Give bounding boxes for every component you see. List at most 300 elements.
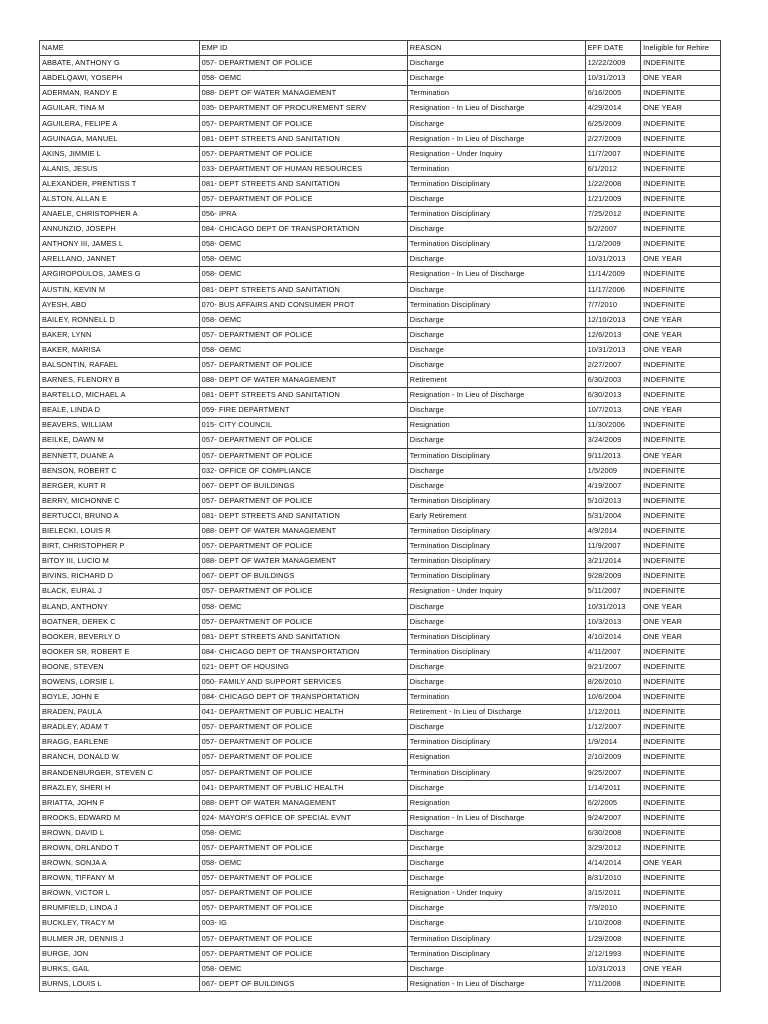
- cell-ineligible-for-rehire: INDEFINITE: [641, 886, 721, 901]
- cell-ineligible-for-rehire: INDEFINITE: [641, 524, 721, 539]
- cell-emp-id: 067- DEPT OF BUILDINGS: [199, 569, 407, 584]
- cell-eff-date: 11/9/2007: [585, 539, 641, 554]
- cell-reason: Termination Disciplinary: [407, 554, 585, 569]
- cell-reason: Discharge: [407, 674, 585, 689]
- cell-emp-id: 057- DEPARTMENT OF POLICE: [199, 493, 407, 508]
- cell-emp-id: 081- DEPT STREETS AND SANITATION: [199, 176, 407, 191]
- cell-eff-date: 7/25/2012: [585, 207, 641, 222]
- cell-eff-date: 10/31/2013: [585, 961, 641, 976]
- table-row: [40, 357, 721, 372]
- table-row: [40, 86, 721, 101]
- cell-name: BROWN, TIFFANY M: [40, 871, 200, 886]
- cell-reason: Discharge: [407, 312, 585, 327]
- cell-reason: Resignation: [407, 795, 585, 810]
- table-row: [40, 569, 721, 584]
- cell-reason: Discharge: [407, 327, 585, 342]
- cell-emp-id: 088- DEPT OF WATER MANAGEMENT: [199, 86, 407, 101]
- cell-ineligible-for-rehire: INDEFINITE: [641, 237, 721, 252]
- cell-ineligible-for-rehire: INDEFINITE: [641, 871, 721, 886]
- cell-reason: Termination: [407, 690, 585, 705]
- cell-eff-date: 7/9/2010: [585, 901, 641, 916]
- cell-reason: Resignation - In Lieu of Discharge: [407, 976, 585, 991]
- table-row: [40, 916, 721, 931]
- table-row: [40, 433, 721, 448]
- cell-ineligible-for-rehire: INDEFINITE: [641, 901, 721, 916]
- cell-ineligible-for-rehire: INDEFINITE: [641, 840, 721, 855]
- cell-reason: Termination Disciplinary: [407, 931, 585, 946]
- cell-ineligible-for-rehire: ONE YEAR: [641, 629, 721, 644]
- cell-name: AYESH, ABD: [40, 297, 200, 312]
- cell-reason: Resignation - Under Inquiry: [407, 886, 585, 901]
- cell-name: BARNES, FLENORY B: [40, 373, 200, 388]
- cell-name: BAKER, MARISA: [40, 342, 200, 357]
- cell-ineligible-for-rehire: INDEFINITE: [641, 267, 721, 282]
- table-row: [40, 207, 721, 222]
- cell-reason: Termination Disciplinary: [407, 569, 585, 584]
- table-row: [40, 297, 721, 312]
- cell-ineligible-for-rehire: INDEFINITE: [641, 690, 721, 705]
- cell-eff-date: 11/2/2009: [585, 237, 641, 252]
- table-row: [40, 946, 721, 961]
- table-row: [40, 131, 721, 146]
- cell-ineligible-for-rehire: INDEFINITE: [641, 569, 721, 584]
- table-row: [40, 629, 721, 644]
- table-row: [40, 599, 721, 614]
- table-row: [40, 388, 721, 403]
- cell-ineligible-for-rehire: INDEFINITE: [641, 644, 721, 659]
- cell-reason: Resignation - Under Inquiry: [407, 146, 585, 161]
- cell-emp-id: 057- DEPARTMENT OF POLICE: [199, 584, 407, 599]
- cell-ineligible-for-rehire: ONE YEAR: [641, 403, 721, 418]
- cell-eff-date: 4/9/2014: [585, 524, 641, 539]
- cell-reason: Discharge: [407, 403, 585, 418]
- cell-eff-date: 6/30/2003: [585, 373, 641, 388]
- cell-name: BERRY, MICHONNE C: [40, 493, 200, 508]
- table-row: [40, 931, 721, 946]
- cell-eff-date: 10/7/2013: [585, 403, 641, 418]
- cell-reason: Resignation - In Lieu of Discharge: [407, 267, 585, 282]
- cell-eff-date: 6/25/2009: [585, 116, 641, 131]
- cell-eff-date: 3/15/2011: [585, 886, 641, 901]
- cell-ineligible-for-rehire: INDEFINITE: [641, 146, 721, 161]
- cell-emp-id: 081- DEPT STREETS AND SANITATION: [199, 282, 407, 297]
- cell-name: BENSON, ROBERT C: [40, 463, 200, 478]
- table-row: [40, 312, 721, 327]
- cell-eff-date: 3/24/2009: [585, 433, 641, 448]
- cell-name: BLAND, ANTHONY: [40, 599, 200, 614]
- cell-reason: Termination Disciplinary: [407, 297, 585, 312]
- cell-emp-id: 058- OEMC: [199, 312, 407, 327]
- cell-emp-id: 035- DEPARTMENT OF PROCUREMENT SERV: [199, 101, 407, 116]
- cell-name: BIVINS, RICHARD D: [40, 569, 200, 584]
- cell-name: ADERMAN, RANDY E: [40, 86, 200, 101]
- cell-emp-id: 032- OFFICE OF COMPLIANCE: [199, 463, 407, 478]
- cell-reason: Discharge: [407, 780, 585, 795]
- cell-ineligible-for-rehire: ONE YEAR: [641, 614, 721, 629]
- cell-reason: Termination: [407, 161, 585, 176]
- cell-name: ALSTON, ALLAN E: [40, 191, 200, 206]
- cell-reason: Termination Disciplinary: [407, 493, 585, 508]
- cell-name: BROWN, VICTOR L: [40, 886, 200, 901]
- cell-reason: Discharge: [407, 191, 585, 206]
- cell-ineligible-for-rehire: INDEFINITE: [641, 674, 721, 689]
- cell-name: BOOKER, BEVERLY D: [40, 629, 200, 644]
- cell-eff-date: 6/2/2005: [585, 795, 641, 810]
- cell-name: BRIATTA, JOHN F: [40, 795, 200, 810]
- cell-reason: Discharge: [407, 71, 585, 86]
- table-row: [40, 825, 721, 840]
- cell-reason: Discharge: [407, 825, 585, 840]
- cell-ineligible-for-rehire: INDEFINITE: [641, 554, 721, 569]
- header-eff-date: EFF DATE: [585, 41, 641, 56]
- cell-eff-date: 1/5/2009: [585, 463, 641, 478]
- cell-eff-date: 4/29/2014: [585, 101, 641, 116]
- cell-name: AKINS, JIMMIE L: [40, 146, 200, 161]
- cell-name: BOATNER, DEREK C: [40, 614, 200, 629]
- cell-eff-date: 8/26/2010: [585, 674, 641, 689]
- cell-reason: Discharge: [407, 282, 585, 297]
- cell-eff-date: 10/31/2013: [585, 71, 641, 86]
- cell-ineligible-for-rehire: INDEFINITE: [641, 659, 721, 674]
- cell-name: BROWN, SONJA A: [40, 856, 200, 871]
- cell-ineligible-for-rehire: INDEFINITE: [641, 357, 721, 372]
- cell-name: BROWN, ORLANDO T: [40, 840, 200, 855]
- cell-reason: Resignation - In Lieu of Discharge: [407, 131, 585, 146]
- cell-emp-id: 084- CHICAGO DEPT OF TRANSPORTATION: [199, 690, 407, 705]
- cell-name: BIELECKI, LOUIS R: [40, 524, 200, 539]
- cell-reason: Resignation: [407, 418, 585, 433]
- cell-emp-id: 057- DEPARTMENT OF POLICE: [199, 901, 407, 916]
- cell-name: ABDELQAWI, YOSEPH: [40, 71, 200, 86]
- header-row: [40, 41, 721, 56]
- cell-reason: Termination Disciplinary: [407, 448, 585, 463]
- cell-eff-date: 1/29/2008: [585, 931, 641, 946]
- cell-name: BAKER, LYNN: [40, 327, 200, 342]
- cell-eff-date: 9/11/2013: [585, 448, 641, 463]
- table-row: [40, 976, 721, 991]
- cell-eff-date: 4/11/2007: [585, 644, 641, 659]
- cell-ineligible-for-rehire: INDEFINITE: [641, 161, 721, 176]
- cell-emp-id: 058- OEMC: [199, 825, 407, 840]
- cell-eff-date: 11/7/2007: [585, 146, 641, 161]
- cell-emp-id: 058- OEMC: [199, 342, 407, 357]
- cell-name: BRADEN, PAULA: [40, 705, 200, 720]
- cell-name: BEAVERS, WILLIAM: [40, 418, 200, 433]
- cell-eff-date: 7/7/2010: [585, 297, 641, 312]
- cell-emp-id: 058- OEMC: [199, 856, 407, 871]
- cell-reason: Termination Disciplinary: [407, 176, 585, 191]
- cell-emp-id: 050- FAMILY AND SUPPORT SERVICES: [199, 674, 407, 689]
- cell-emp-id: 081- DEPT STREETS AND SANITATION: [199, 508, 407, 523]
- cell-eff-date: 2/10/2009: [585, 750, 641, 765]
- cell-reason: Resignation - In Lieu of Discharge: [407, 388, 585, 403]
- cell-emp-id: 088- DEPT OF WATER MANAGEMENT: [199, 524, 407, 539]
- cell-emp-id: 058- OEMC: [199, 267, 407, 282]
- table-row: [40, 71, 721, 86]
- table-row: [40, 840, 721, 855]
- cell-reason: Discharge: [407, 56, 585, 71]
- cell-emp-id: 081- DEPT STREETS AND SANITATION: [199, 629, 407, 644]
- cell-ineligible-for-rehire: INDEFINITE: [641, 116, 721, 131]
- cell-reason: Discharge: [407, 916, 585, 931]
- table-row: [40, 56, 721, 71]
- cell-name: BLACK, EURAL J: [40, 584, 200, 599]
- cell-reason: Termination Disciplinary: [407, 735, 585, 750]
- cell-eff-date: 6/30/2013: [585, 388, 641, 403]
- cell-eff-date: 4/10/2014: [585, 629, 641, 644]
- table-row: [40, 524, 721, 539]
- cell-emp-id: 088- DEPT OF WATER MANAGEMENT: [199, 373, 407, 388]
- cell-ineligible-for-rehire: INDEFINITE: [641, 825, 721, 840]
- cell-ineligible-for-rehire: INDEFINITE: [641, 463, 721, 478]
- cell-eff-date: 2/12/1993: [585, 946, 641, 961]
- cell-ineligible-for-rehire: INDEFINITE: [641, 478, 721, 493]
- table-row: [40, 161, 721, 176]
- cell-reason: Discharge: [407, 478, 585, 493]
- cell-eff-date: 6/30/2008: [585, 825, 641, 840]
- table-row: [40, 810, 721, 825]
- cell-ineligible-for-rehire: INDEFINITE: [641, 795, 721, 810]
- cell-reason: Discharge: [407, 599, 585, 614]
- cell-ineligible-for-rehire: ONE YEAR: [641, 327, 721, 342]
- cell-name: ANNUNZIO, JOSEPH: [40, 222, 200, 237]
- table-row: [40, 795, 721, 810]
- cell-eff-date: 3/21/2014: [585, 554, 641, 569]
- cell-ineligible-for-rehire: ONE YEAR: [641, 252, 721, 267]
- cell-emp-id: 057- DEPARTMENT OF POLICE: [199, 146, 407, 161]
- cell-emp-id: 058- OEMC: [199, 599, 407, 614]
- cell-reason: Discharge: [407, 961, 585, 976]
- cell-ineligible-for-rehire: INDEFINITE: [641, 705, 721, 720]
- cell-eff-date: 5/10/2013: [585, 493, 641, 508]
- cell-name: BOOKER SR, ROBERT E: [40, 644, 200, 659]
- cell-name: BURKS, GAIL: [40, 961, 200, 976]
- cell-emp-id: 084- CHICAGO DEPT OF TRANSPORTATION: [199, 222, 407, 237]
- cell-ineligible-for-rehire: INDEFINITE: [641, 176, 721, 191]
- cell-eff-date: 11/17/2006: [585, 282, 641, 297]
- cell-name: ANTHONY III, JAMES L: [40, 237, 200, 252]
- cell-ineligible-for-rehire: INDEFINITE: [641, 86, 721, 101]
- cell-eff-date: 10/3/2013: [585, 614, 641, 629]
- cell-reason: Resignation - In Lieu of Discharge: [407, 810, 585, 825]
- cell-reason: Resignation: [407, 750, 585, 765]
- cell-name: BOWENS, LORSIE L: [40, 674, 200, 689]
- cell-eff-date: 4/19/2007: [585, 478, 641, 493]
- table-row: [40, 886, 721, 901]
- cell-reason: Discharge: [407, 720, 585, 735]
- header-name: NAME: [40, 41, 200, 56]
- cell-ineligible-for-rehire: INDEFINITE: [641, 191, 721, 206]
- cell-emp-id: 058- OEMC: [199, 252, 407, 267]
- cell-name: ARELLANO, JANNET: [40, 252, 200, 267]
- cell-emp-id: 041- DEPARTMENT OF PUBLIC HEALTH: [199, 780, 407, 795]
- table-row: [40, 508, 721, 523]
- table-row: [40, 478, 721, 493]
- cell-name: ALEXANDER, PRENTISS T: [40, 176, 200, 191]
- cell-name: BIRT, CHRISTOPHER P: [40, 539, 200, 554]
- table-row: [40, 448, 721, 463]
- table-row: [40, 750, 721, 765]
- table-row: [40, 871, 721, 886]
- cell-eff-date: 1/14/2011: [585, 780, 641, 795]
- cell-ineligible-for-rehire: INDEFINITE: [641, 207, 721, 222]
- cell-ineligible-for-rehire: INDEFINITE: [641, 720, 721, 735]
- cell-ineligible-for-rehire: ONE YEAR: [641, 71, 721, 86]
- table-row: [40, 327, 721, 342]
- table-row: [40, 267, 721, 282]
- cell-name: AGUILAR, TINA M: [40, 101, 200, 116]
- cell-name: ARGIROPOULOS, JAMES G: [40, 267, 200, 282]
- cell-reason: Discharge: [407, 222, 585, 237]
- cell-emp-id: 058- OEMC: [199, 71, 407, 86]
- cell-reason: Termination Disciplinary: [407, 207, 585, 222]
- cell-name: BULMER JR, DENNIS J: [40, 931, 200, 946]
- cell-eff-date: 12/10/2013: [585, 312, 641, 327]
- cell-eff-date: 1/12/2011: [585, 705, 641, 720]
- cell-emp-id: 057- DEPARTMENT OF POLICE: [199, 931, 407, 946]
- cell-emp-id: 057- DEPARTMENT OF POLICE: [199, 886, 407, 901]
- cell-emp-id: 057- DEPARTMENT OF POLICE: [199, 946, 407, 961]
- cell-eff-date: 9/28/2009: [585, 569, 641, 584]
- cell-reason: Termination Disciplinary: [407, 539, 585, 554]
- cell-name: BRUMFIELD, LINDA J: [40, 901, 200, 916]
- cell-name: BROOKS, EDWARD M: [40, 810, 200, 825]
- cell-ineligible-for-rehire: INDEFINITE: [641, 222, 721, 237]
- cell-name: BENNETT, DUANE A: [40, 448, 200, 463]
- cell-eff-date: 7/11/2008: [585, 976, 641, 991]
- cell-eff-date: 1/12/2007: [585, 720, 641, 735]
- cell-reason: Termination Disciplinary: [407, 946, 585, 961]
- table-row: [40, 735, 721, 750]
- cell-name: BUCKLEY, TRACY M: [40, 916, 200, 931]
- cell-ineligible-for-rehire: ONE YEAR: [641, 101, 721, 116]
- cell-emp-id: 041- DEPARTMENT OF PUBLIC HEALTH: [199, 705, 407, 720]
- table-row: [40, 584, 721, 599]
- cell-ineligible-for-rehire: ONE YEAR: [641, 856, 721, 871]
- table-row: [40, 403, 721, 418]
- table-row: [40, 856, 721, 871]
- cell-emp-id: 057- DEPARTMENT OF POLICE: [199, 191, 407, 206]
- cell-emp-id: 057- DEPARTMENT OF POLICE: [199, 750, 407, 765]
- cell-emp-id: 081- DEPT STREETS AND SANITATION: [199, 131, 407, 146]
- table-row: [40, 282, 721, 297]
- cell-eff-date: 1/9/2014: [585, 735, 641, 750]
- cell-name: BRAGG, EARLENE: [40, 735, 200, 750]
- cell-reason: Discharge: [407, 659, 585, 674]
- cell-emp-id: 003- IG: [199, 916, 407, 931]
- cell-reason: Termination Disciplinary: [407, 237, 585, 252]
- cell-eff-date: 5/31/2004: [585, 508, 641, 523]
- cell-eff-date: 9/21/2007: [585, 659, 641, 674]
- table-row: [40, 705, 721, 720]
- cell-name: BOONE, STEVEN: [40, 659, 200, 674]
- cell-emp-id: 057- DEPARTMENT OF POLICE: [199, 765, 407, 780]
- cell-reason: Termination Disciplinary: [407, 765, 585, 780]
- table-row: [40, 191, 721, 206]
- table-row: [40, 539, 721, 554]
- cell-name: BERTUCCI, BRUNO A: [40, 508, 200, 523]
- cell-ineligible-for-rehire: INDEFINITE: [641, 916, 721, 931]
- cell-reason: Resignation - Under Inquiry: [407, 584, 585, 599]
- cell-eff-date: 6/16/2005: [585, 86, 641, 101]
- cell-eff-date: 6/1/2012: [585, 161, 641, 176]
- rehire-ineligibility-table: [39, 40, 721, 992]
- cell-emp-id: 059- FIRE DEPARTMENT: [199, 403, 407, 418]
- cell-reason: Termination Disciplinary: [407, 524, 585, 539]
- table-row: [40, 659, 721, 674]
- cell-ineligible-for-rehire: INDEFINITE: [641, 56, 721, 71]
- cell-name: BAILEY, RONNELL D: [40, 312, 200, 327]
- cell-reason: Early Retirement: [407, 508, 585, 523]
- cell-ineligible-for-rehire: INDEFINITE: [641, 297, 721, 312]
- table-row: [40, 237, 721, 252]
- cell-ineligible-for-rehire: ONE YEAR: [641, 599, 721, 614]
- cell-eff-date: 9/24/2007: [585, 810, 641, 825]
- cell-emp-id: 057- DEPARTMENT OF POLICE: [199, 539, 407, 554]
- table-row: [40, 614, 721, 629]
- cell-ineligible-for-rehire: ONE YEAR: [641, 448, 721, 463]
- cell-reason: Discharge: [407, 463, 585, 478]
- cell-reason: Resignation - In Lieu of Discharge: [407, 101, 585, 116]
- cell-reason: Discharge: [407, 116, 585, 131]
- cell-emp-id: 057- DEPARTMENT OF POLICE: [199, 720, 407, 735]
- header-emp-id: EMP ID: [199, 41, 407, 56]
- cell-ineligible-for-rehire: INDEFINITE: [641, 810, 721, 825]
- table-row: [40, 674, 721, 689]
- cell-reason: Discharge: [407, 856, 585, 871]
- table-row: [40, 252, 721, 267]
- cell-emp-id: 070- BUS AFFAIRS AND CONSUMER PROT: [199, 297, 407, 312]
- cell-eff-date: 1/21/2009: [585, 191, 641, 206]
- cell-emp-id: 057- DEPARTMENT OF POLICE: [199, 840, 407, 855]
- table-row: [40, 644, 721, 659]
- cell-ineligible-for-rehire: INDEFINITE: [641, 131, 721, 146]
- cell-reason: Retirement - In Lieu of Discharge: [407, 705, 585, 720]
- cell-emp-id: 057- DEPARTMENT OF POLICE: [199, 448, 407, 463]
- cell-ineligible-for-rehire: INDEFINITE: [641, 735, 721, 750]
- table-row: [40, 780, 721, 795]
- cell-eff-date: 5/11/2007: [585, 584, 641, 599]
- cell-name: BRADLEY, ADAM T: [40, 720, 200, 735]
- cell-name: AUSTIN, KEVIN M: [40, 282, 200, 297]
- cell-reason: Discharge: [407, 342, 585, 357]
- table-row: [40, 463, 721, 478]
- cell-ineligible-for-rehire: INDEFINITE: [641, 976, 721, 991]
- table-row: [40, 690, 721, 705]
- table-row: [40, 116, 721, 131]
- cell-ineligible-for-rehire: ONE YEAR: [641, 312, 721, 327]
- cell-name: BURNS, LOUIS L: [40, 976, 200, 991]
- cell-name: BARTELLO, MICHAEL A: [40, 388, 200, 403]
- cell-eff-date: 9/25/2007: [585, 765, 641, 780]
- cell-name: ALANIS, JESUS: [40, 161, 200, 176]
- cell-eff-date: 10/31/2013: [585, 342, 641, 357]
- cell-reason: Discharge: [407, 871, 585, 886]
- cell-eff-date: 12/22/2009: [585, 56, 641, 71]
- cell-emp-id: 057- DEPARTMENT OF POLICE: [199, 871, 407, 886]
- cell-ineligible-for-rehire: INDEFINITE: [641, 780, 721, 795]
- cell-emp-id: 088- DEPT OF WATER MANAGEMENT: [199, 554, 407, 569]
- cell-emp-id: 015- CITY COUNCIL: [199, 418, 407, 433]
- cell-reason: Discharge: [407, 840, 585, 855]
- cell-eff-date: 10/31/2013: [585, 599, 641, 614]
- table-row: [40, 146, 721, 161]
- table-row: [40, 222, 721, 237]
- cell-reason: Termination Disciplinary: [407, 644, 585, 659]
- cell-ineligible-for-rehire: ONE YEAR: [641, 961, 721, 976]
- cell-ineligible-for-rehire: INDEFINITE: [641, 493, 721, 508]
- table-row: [40, 101, 721, 116]
